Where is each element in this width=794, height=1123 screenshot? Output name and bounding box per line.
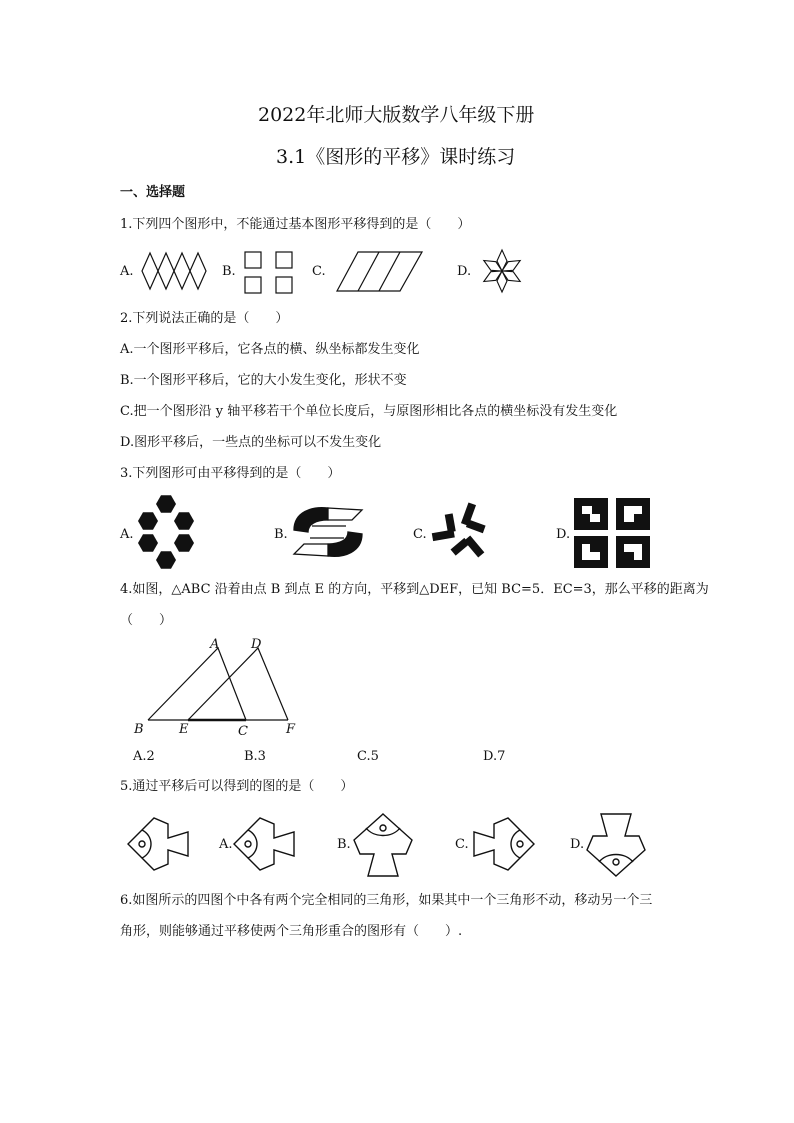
q1-option-a-label: A. [120,264,134,279]
q5-option-a-figure [230,812,300,876]
q3-option-c-label: C. [413,527,427,542]
q5-option-b-figure [350,810,416,880]
question-4-stem-line2: （ ） [120,613,173,628]
q5-option-a-label: A. [219,837,233,852]
q2-option-c: C.把一个图形沿 y 轴平移若干个单位长度后，与原图形相比各点的横坐标没有发生变化 [120,404,618,419]
q3-option-d-label: D. [556,527,571,542]
q3-option-a-figure [134,494,202,570]
page-title: 2022年北师大版数学八年级下册 [258,104,535,126]
q4-label-c: C [238,724,248,739]
q4-option-c: C.5 [357,749,379,764]
q5-original-figure [124,812,194,876]
q4-option-d: D.7 [483,749,506,764]
q1-option-c-figure [336,251,428,293]
q2-option-d: D.图形平移后，一些点的坐标可以不发生变化 [120,435,382,450]
question-6-stem-line1: 6.如图所示的四图个中各有两个完全相同的三角形，如果其中一个三角形不动，移动另一个三 [120,893,653,908]
q3-option-b-label: B. [274,527,288,542]
q3-option-b-figure [288,500,368,564]
q4-option-a: A.2 [133,749,155,764]
q4-label-f: F [286,722,296,737]
q5-option-d-label: D. [570,837,585,852]
q1-option-c-label: C. [312,264,326,279]
q4-option-b: B.3 [244,749,266,764]
q1-option-d-label: D. [457,264,472,279]
q4-label-b: B [134,722,144,737]
q2-option-a: A.一个图形平移后，它各点的横、纵坐标都发生变化 [120,342,420,357]
q1-option-a-figure [142,249,212,293]
q1-option-b-figure [244,251,294,295]
q5-option-c-label: C. [455,837,469,852]
q4-label-e: E [179,722,189,737]
question-2-stem: 2.下列说法正确的是（ ） [120,311,289,326]
section-heading: 一、选择题 [120,185,186,200]
q5-option-d-figure [583,810,649,880]
q5-option-b-label: B. [337,837,351,852]
q1-option-d-figure [478,247,526,295]
q5-option-c-figure [468,812,538,876]
q2-option-b: B.一个图形平移后，它的大小发生变化，形状不变 [120,373,407,388]
q3-option-d-figure [572,496,652,570]
page-subtitle: 3.1《图形的平移》课时练习 [276,146,516,168]
q3-option-a-label: A. [120,527,134,542]
question-5-stem: 5.通过平移后可以得到的图的是（ ） [120,779,354,794]
q3-option-c-figure [430,500,494,564]
question-3-stem: 3.下列图形可由平移得到的是（ ） [120,466,341,481]
q4-label-a: A [210,637,220,652]
q1-option-b-label: B. [222,264,236,279]
question-4-stem-line1: 4.如图，△ABC 沿着由点 B 到点 E 的方向，平移到△DEF，已知 BC=5．EC=3，那么平移的距离为 [120,582,709,597]
question-1-stem: 1.下列四个图形中，不能通过基本图形平移得到的是（ ） [120,217,471,232]
q4-label-d: D [251,637,262,652]
question-6-stem-line2: 角形，则能够通过平移使两个三角形重合的图形有（ ）. [120,924,463,939]
q4-triangle-figure [130,636,310,740]
